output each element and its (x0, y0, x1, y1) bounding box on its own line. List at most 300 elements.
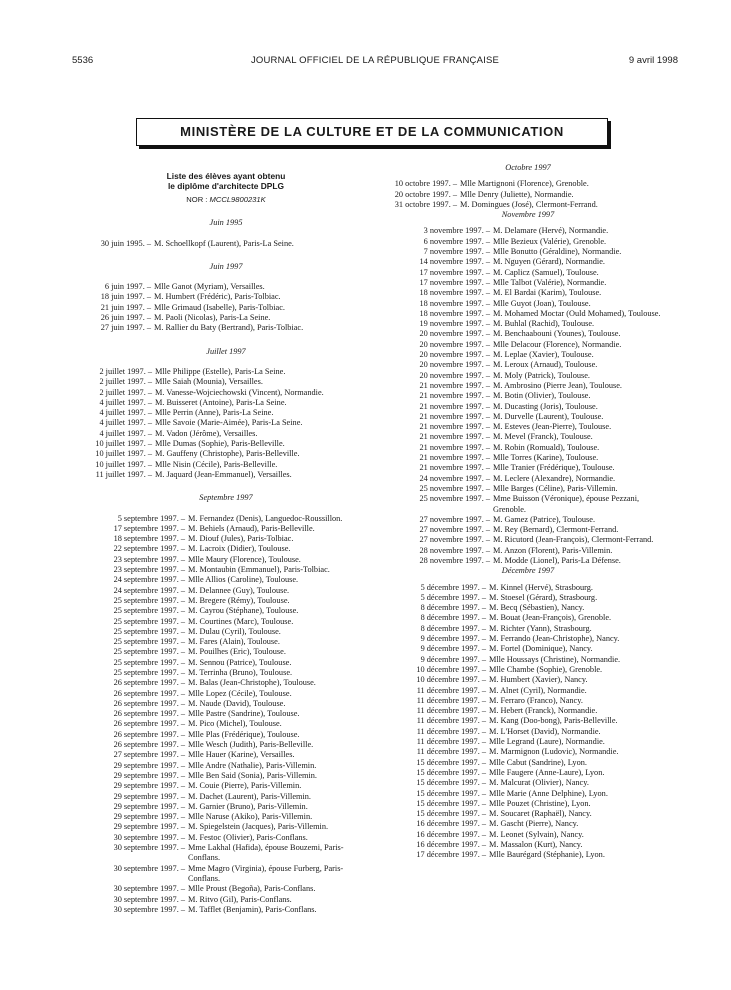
entry-date: 30 septembre 1997. – (113, 832, 185, 842)
list-item (81, 429, 371, 439)
list-item (81, 627, 371, 637)
entry-name: M. Vadon (Jérôme), Versailles. (155, 428, 258, 438)
list-item (81, 367, 371, 377)
entry-name: M. Kang (Doo-bong), Paris-Belleville. (489, 716, 618, 726)
list-item (383, 799, 673, 809)
entry-name: Mlle Baurégard (Stéphanie), Lyon. (489, 850, 605, 860)
list-item (383, 422, 673, 432)
list-item (383, 474, 673, 484)
entry-name: M. Fernandez (Denis), Languedoc-Roussillon. (188, 513, 343, 523)
list-item (81, 418, 371, 428)
entry-name: Mlle Savoie (Marie-Aimée), Paris-La Seine. (155, 418, 303, 428)
entry-name: Mlle Delacour (Florence), Normandie. (493, 339, 622, 349)
list-item (383, 850, 673, 860)
entry-name: Mlle Grimaud (Isabelle), Paris-Tolbiac. (154, 302, 285, 312)
list-item (81, 709, 371, 719)
list-item (383, 696, 673, 706)
entry-date: 15 décembre 1997. – (416, 767, 486, 777)
entry-name: Mlle Perrin (Anne), Paris-La Seine. (155, 408, 274, 418)
entry-name: Mlle Nisin (Cécile), Paris-Belleville. (155, 459, 278, 469)
entry-date: 10 octobre 1997. – (394, 179, 457, 189)
list-item (383, 257, 673, 267)
list-item (81, 439, 371, 449)
entry-name: M. Caplicz (Samuel), Toulouse. (493, 267, 599, 277)
entry-name: Mlle Marie (Anne Delphine), Lyon. (489, 788, 608, 798)
entry-date: 11 décembre 1997. – (416, 716, 486, 726)
entry-date: 26 juin 1997. – (100, 313, 151, 323)
entry-date: 28 novembre 1997. – (419, 545, 490, 555)
entry-name: Mme Buisson (Véronique), épouse Pezzani, Grenoble. (493, 494, 640, 514)
list-item (383, 360, 673, 370)
entry-name: Mlle Plas (Frédérique), Toulouse. (188, 729, 300, 739)
entry-date: 8 décembre 1997. – (420, 623, 486, 633)
entry-date: 7 novembre 1997. – (423, 247, 490, 257)
entry-name: M. Gamez (Patrice), Toulouse. (493, 514, 596, 524)
entry-name: Mlle Faugere (Anne-Laure), Lyon. (489, 767, 605, 777)
list-item (383, 309, 673, 319)
month-section (383, 210, 673, 566)
entry-date: 10 juillet 1997. – (95, 449, 152, 459)
month-section (383, 566, 673, 860)
entry-name: M. Gascht (Pierre), Nancy. (489, 819, 579, 829)
entry-date: 26 septembre 1997. – (113, 709, 185, 719)
entry-date: 6 novembre 1997. – (423, 236, 490, 246)
entry-name: Mme Magro (Virginia), épouse Furberg, Paris-Conflans. (188, 863, 344, 883)
ministry-banner: MINISTÈRE DE LA CULTURE ET DE LA COMMUNICATION (136, 118, 608, 146)
month-section (81, 262, 371, 334)
entry-name: Mlle Maury (Florence), Toulouse. (188, 554, 301, 564)
entry-name: M. Fares (Alain), Toulouse. (188, 637, 280, 647)
entry-date: 4 juillet 1997. – (99, 428, 152, 438)
entry-name: M. Humbert (Xavier), Nancy. (489, 675, 588, 685)
entry-date: 27 novembre 1997. – (419, 514, 490, 524)
list-title-line-1: Liste des élèves ayant obtenu (166, 171, 286, 181)
entry-date: 26 septembre 1997. – (113, 729, 185, 739)
entry-name: M. Behiels (Arnaud), Paris-Belleville. (188, 523, 315, 533)
entry-date: 17 novembre 1997. – (419, 277, 490, 287)
entry-date: 29 septembre 1997. – (113, 760, 185, 770)
entry-date: 21 novembre 1997. – (419, 380, 490, 390)
entry-name: Mlle Ben Said (Sonia), Paris-Villemin. (188, 770, 318, 780)
list-item (81, 544, 371, 554)
entry-name: M. Robin (Romuald), Toulouse. (493, 442, 600, 452)
list-item (81, 555, 371, 565)
entry-date: 29 septembre 1997. – (113, 791, 185, 801)
entry-name: M. Becq (Sébastien), Nancy. (489, 603, 585, 613)
entry-date: 4 juillet 1997. – (99, 418, 152, 428)
list-item (81, 905, 371, 915)
entry-name: M. Rey (Bernard), Clermont-Ferrand. (493, 525, 619, 535)
entry-date: 16 décembre 1997. – (416, 840, 486, 849)
entry-name: Mlle Hauer (Karine), Versailles. (188, 750, 295, 760)
entry-name: M. Terrinha (Bruno), Toulouse. (188, 667, 293, 677)
list-item (383, 329, 673, 339)
list-item (383, 247, 673, 257)
entry-name: Mlle Chambe (Sophie), Grenoble. (489, 664, 603, 674)
entry-date: 21 juin 1997. – (100, 302, 151, 312)
entry-name: M. Ducasting (Joris), Toulouse. (493, 401, 598, 411)
entry-date: 21 novembre 1997. – (419, 411, 490, 421)
entry-date: 23 septembre 1997. – (113, 554, 185, 564)
list-item (383, 840, 673, 850)
entry-date: 15 décembre 1997. – (416, 757, 486, 767)
entry-name: Mlle Allios (Caroline), Toulouse. (188, 575, 299, 585)
entry-name: M. Bouat (Jean-François), Grenoble. (489, 613, 612, 623)
entry-date: 26 septembre 1997. – (113, 740, 185, 750)
entry-name: M. Pouilhes (Eric), Toulouse. (188, 647, 286, 657)
entry-name: M. Naude (David), Toulouse. (188, 698, 286, 708)
list-title-line-2: le diplôme d'architecte DPLG (167, 181, 284, 191)
entry-date: 25 septembre 1997. – (113, 626, 185, 636)
entry-date: 5 septembre 1997. – (117, 513, 185, 523)
entry-name: M. Esteves (Jean-Pierre), Toulouse. (493, 422, 612, 432)
entry-name: M. Ritvo (Gil), Paris-Conflans. (188, 894, 292, 904)
list-item (81, 449, 371, 459)
entry-name: Mlle Barges (Céline), Paris-Villemin. (493, 483, 618, 493)
entry-name: M. Humbert (Frédéric), Paris-Tolbiac. (154, 292, 281, 302)
entry-name: Mlle Talbot (Valérie), Normandie. (493, 277, 607, 287)
entry-name: Mlle Tranier (Frédérique), Toulouse. (493, 463, 615, 473)
entry-date: 8 décembre 1997. – (420, 603, 486, 613)
entry-date: 5 décembre 1997. – (420, 592, 486, 602)
entry-name: M. Soucaret (Raphaël), Nancy. (489, 809, 592, 819)
list-item (383, 737, 673, 747)
section-heading: Juillet 1997 (206, 346, 246, 356)
page-number: 5536 (72, 55, 94, 66)
entry-name: Mlle Bezieux (Valérie), Grenoble. (493, 236, 607, 246)
entry-date: 6 juin 1997. – (104, 282, 151, 292)
list-item (383, 190, 673, 200)
list-title (81, 171, 371, 191)
section-heading: Juin 1997 (209, 261, 243, 271)
entry-name: Mlle Houssays (Christine), Normandie. (489, 654, 621, 664)
entry-name: Mlle Guyot (Joan), Toulouse. (493, 298, 591, 308)
list-item (383, 226, 673, 236)
entry-date: 8 décembre 1997. – (420, 613, 486, 623)
entry-name: M. Buhlal (Rachid), Toulouse. (493, 319, 595, 329)
entry-date: 25 septembre 1997. – (113, 595, 185, 605)
list-item (383, 727, 673, 737)
list-item (81, 524, 371, 534)
entry-name: M. Diouf (Jules), Paris-Tolbiac. (188, 534, 294, 544)
entry-date: 25 septembre 1997. – (113, 657, 185, 667)
list-item (383, 200, 673, 210)
entry-date: 21 novembre 1997. – (419, 391, 490, 401)
entry-date: 26 septembre 1997. – (113, 688, 185, 698)
entry-name: M. Domingues (José), Clermont-Ferrand. (460, 199, 598, 209)
entry-date: 25 septembre 1997. – (113, 606, 185, 616)
entry-name: M. Couie (Pierre), Paris-Villemin. (188, 781, 302, 791)
list-item (383, 634, 673, 644)
entry-name: M. Fortel (Dominique), Nancy. (489, 644, 593, 654)
list-item (383, 665, 673, 675)
entry-date: 10 décembre 1997. – (416, 664, 486, 674)
entry-name: Mlle Philippe (Estelle), Paris-La Seine. (155, 366, 286, 376)
list-item (81, 740, 371, 750)
entry-name: M. Alnet (Cyril), Normandie. (489, 685, 587, 695)
list-item (383, 515, 673, 525)
entry-date: 2 juillet 1997. – (99, 366, 152, 376)
list-item (81, 303, 371, 313)
list-item (81, 895, 371, 905)
entry-date: 27 novembre 1997. – (419, 525, 490, 535)
list-item (81, 239, 371, 249)
entry-date: 16 décembre 1997. – (416, 819, 486, 829)
entry-date: 27 septembre 1997. – (113, 750, 185, 760)
entry-name: M. Anzon (Florent), Paris-Villemin. (493, 545, 613, 555)
entry-name: M. Gauffeny (Christophe), Paris-Belleville. (155, 449, 300, 459)
list-item (383, 546, 673, 556)
entry-date: 20 novembre 1997. – (419, 329, 490, 339)
month-section (81, 493, 371, 915)
entry-date: 30 juin 1995. – (100, 238, 151, 248)
list-item (81, 750, 371, 760)
list-item (383, 391, 673, 401)
list-item (383, 819, 673, 829)
entry-name: M. Modde (Lionel), Paris-La Défense. (493, 555, 621, 565)
entry-name: M. Montaubin (Emmanuel), Paris-Tolbiac. (188, 565, 330, 575)
list-item (383, 556, 673, 566)
list-item (383, 675, 673, 685)
entry-name: Mme Lakhal (Hafida), épouse Bouzemi, Paris-Conflans. (188, 843, 344, 863)
entry-date: 26 septembre 1997. – (113, 698, 185, 708)
list-item (81, 792, 371, 802)
list-item (383, 778, 673, 788)
entry-date: 30 septembre 1997. – (113, 884, 185, 894)
entry-date: 29 septembre 1997. – (113, 822, 185, 832)
list-item (81, 678, 371, 688)
entry-date: 24 septembre 1997. – (113, 575, 185, 585)
entry-date: 29 septembre 1997. – (113, 812, 185, 822)
list-item (383, 613, 673, 623)
entry-date: 5 décembre 1997. – (420, 582, 486, 592)
list-item (383, 453, 673, 463)
entry-name: M. Courtines (Marc), Toulouse. (188, 616, 294, 626)
entry-name: Mlle Lopez (Cécile), Toulouse. (188, 688, 292, 698)
list-item (81, 781, 371, 791)
list-item (383, 340, 673, 350)
entry-name: M. Nguyen (Gérard), Normandie. (493, 257, 605, 267)
entry-date: 20 octobre 1997. – (394, 189, 457, 199)
entry-date: 11 décembre 1997. – (416, 695, 486, 705)
list-item (81, 864, 371, 885)
list-item (383, 432, 673, 442)
entry-date: 4 juillet 1997. – (99, 397, 152, 407)
entry-name: Mlle Andre (Nathalie), Paris-Villemin. (188, 760, 317, 770)
entry-name: M. Jaquard (Jean-Emmanuel), Versailles. (155, 469, 292, 479)
list-item (383, 624, 673, 634)
entry-date: 3 novembre 1997. – (423, 226, 490, 236)
entry-name: M. Cayrou (Stéphane), Toulouse. (188, 606, 299, 616)
entry-name: M. El Bardai (Karim), Toulouse. (493, 288, 602, 298)
entry-date: 24 septembre 1997. – (113, 585, 185, 595)
entry-date: 18 novembre 1997. – (419, 288, 490, 298)
list-item (81, 377, 371, 387)
list-item (383, 288, 673, 298)
entry-name: Mlle Martignoni (Florence), Grenoble. (460, 179, 589, 189)
journal-title: JOURNAL OFFICIEL DE LA RÉPUBLIQUE FRANÇAISE (250, 55, 500, 66)
entry-date: 9 décembre 1997. – (420, 654, 486, 664)
entry-date: 25 septembre 1997. – (113, 647, 185, 657)
entry-name: M. Richter (Yann), Strasbourg. (489, 623, 592, 633)
list-item (383, 484, 673, 494)
entry-date: 24 novembre 1997. – (419, 473, 490, 483)
list-item (81, 699, 371, 709)
list-item (383, 494, 673, 515)
list-item (383, 371, 673, 381)
entry-name: Mlle Saiah (Mounia), Versailles. (155, 377, 263, 387)
entry-date: 17 septembre 1997. – (113, 523, 185, 533)
entry-date: 10 juillet 1997. – (95, 459, 152, 469)
entry-name: Mlle Dumas (Sophie), Paris-Belleville. (155, 439, 285, 449)
list-item (81, 658, 371, 668)
entry-name: M. Mevel (Franck), Toulouse. (493, 432, 593, 442)
list-item (383, 716, 673, 726)
list-item (383, 706, 673, 716)
list-item (383, 583, 673, 593)
entry-date: 21 novembre 1997. – (419, 453, 490, 463)
list-item (383, 768, 673, 778)
entry-name: M. Delannee (Guy), Toulouse. (188, 585, 290, 595)
list-item (81, 668, 371, 678)
list-item (383, 747, 673, 757)
list-item (383, 758, 673, 768)
list-item (383, 350, 673, 360)
entry-name: M. Balas (Jean-Christophe), Toulouse. (188, 678, 316, 688)
entry-date: 23 septembre 1997. – (113, 565, 185, 575)
entry-date: 18 septembre 1997. – (113, 534, 185, 544)
entry-name: M. Moly (Patrick), Toulouse. (493, 370, 590, 380)
entry-name: M. Leonet (Sylvain), Nancy. (489, 829, 584, 839)
entry-name: M. Lacroix (Didier), Toulouse. (188, 544, 291, 554)
list-item (81, 843, 371, 864)
entry-name: M. Schoellkopf (Laurent), Paris-La Seine. (154, 238, 294, 248)
right-column (383, 163, 673, 861)
entry-date: 29 septembre 1997. – (113, 781, 185, 791)
entry-name: Mlle Wesch (Judith), Paris-Belleville. (188, 740, 314, 750)
entry-name: M. Dachet (Laurent), Paris-Villemin. (188, 791, 311, 801)
entry-date: 15 décembre 1997. – (416, 788, 486, 798)
entry-name: M. Massalon (Kurt), Nancy. (489, 840, 583, 849)
entry-date: 11 décembre 1997. – (416, 706, 486, 716)
entry-name: Mlle Pouzet (Christine), Lyon. (489, 798, 591, 808)
list-item (383, 237, 673, 247)
entry-name: M. Pico (Michel), Toulouse. (188, 719, 282, 729)
entry-date: 10 décembre 1997. – (416, 675, 486, 685)
section-heading: Décembre 1997 (501, 566, 555, 576)
entry-date: 21 novembre 1997. – (419, 401, 490, 411)
entry-date: 26 septembre 1997. – (113, 719, 185, 729)
entry-name: M. Kinnel (Hervé), Strasbourg. (489, 582, 593, 592)
entry-name: M. Tafflet (Benjamin), Paris-Conflans. (188, 904, 317, 914)
entry-name: M. Benchaabouni (Younes), Toulouse. (493, 329, 621, 339)
section-heading: Juin 1995 (209, 218, 243, 228)
entry-date: 25 novembre 1997. – (419, 494, 490, 504)
entry-name: M. Rallier du Baty (Bertrand), Paris-Tolbiac. (154, 323, 304, 333)
list-item (81, 761, 371, 771)
entry-name: M. Ambrosino (Pierre Jean), Toulouse. (493, 380, 623, 390)
entry-name: M. Festoc (Olivier), Paris-Conflans. (188, 832, 308, 842)
entry-date: 18 juin 1997. – (100, 292, 151, 302)
entry-date: 9 décembre 1997. – (420, 644, 486, 654)
entry-date: 11 décembre 1997. – (416, 737, 486, 747)
entry-name: Mlle Denry (Juliette), Normandie. (460, 189, 574, 199)
list-item (383, 268, 673, 278)
entry-name: M. Vanesse-Wojciechowski (Vincent), Normandie. (155, 387, 324, 397)
entry-date: 9 décembre 1997. – (420, 634, 486, 644)
list-item (81, 637, 371, 647)
entry-date: 21 novembre 1997. – (419, 432, 490, 442)
list-item (81, 606, 371, 616)
entry-name: Mlle Torres (Karine), Toulouse. (493, 453, 599, 463)
entry-date: 16 décembre 1997. – (416, 829, 486, 839)
entry-date: 21 novembre 1997. – (419, 442, 490, 452)
entry-date: 27 novembre 1997. – (419, 535, 490, 545)
list-item (383, 603, 673, 613)
entry-date: 11 décembre 1997. – (416, 685, 486, 695)
entry-name: M. Delamare (Hervé), Normandie. (493, 226, 609, 236)
entry-name: Mlle Legrand (Laure), Normandie. (489, 737, 605, 747)
list-item (383, 809, 673, 819)
entry-name: M. Marmignon (Ludovic), Normandie. (489, 747, 619, 757)
list-item (383, 278, 673, 288)
entry-date: 25 septembre 1997. – (113, 667, 185, 677)
entry-name: M. Durvelle (Laurent), Toulouse. (493, 411, 604, 421)
list-item (81, 802, 371, 812)
list-item (383, 402, 673, 412)
list-item (81, 398, 371, 408)
entry-name: M. Leplae (Xavier), Toulouse. (493, 350, 594, 360)
month-section (383, 163, 673, 210)
entry-date: 30 septembre 1997. – (113, 843, 185, 853)
entry-date: 18 novembre 1997. – (419, 298, 490, 308)
list-item (383, 593, 673, 603)
entry-name: M. Paoli (Nicolas), Paris-La Seine. (154, 313, 271, 323)
entry-date: 4 juillet 1997. – (99, 408, 152, 418)
entry-name: Mlle Bonutto (Géraldine), Normandie. (493, 247, 622, 257)
list-item (81, 282, 371, 292)
entry-name: M. Leclere (Alexandre), Normandie. (493, 473, 616, 483)
list-item (383, 535, 673, 545)
list-item (81, 388, 371, 398)
list-item (81, 575, 371, 585)
list-item (81, 460, 371, 470)
list-item (383, 644, 673, 654)
entry-name: M. Buisseret (Antoine), Paris-La Seine. (155, 397, 287, 407)
page-header (72, 55, 678, 69)
entry-date: 25 septembre 1997. – (113, 616, 185, 626)
list-item (81, 323, 371, 333)
nor-code: MCCL9800231K (209, 195, 266, 204)
entry-date: 15 décembre 1997. – (416, 798, 486, 808)
month-section (81, 347, 371, 481)
list-item (81, 822, 371, 832)
entry-name: Mlle Proust (Begoña), Paris-Conflans. (188, 884, 316, 894)
publication-date: 9 avril 1998 (628, 55, 678, 66)
entry-date: 20 novembre 1997. – (419, 360, 490, 370)
entry-name: M. Garnier (Bruno), Paris-Villemin. (188, 801, 308, 811)
section-heading: Novembre 1997 (501, 210, 555, 220)
nor-reference (81, 195, 371, 205)
entry-date: 21 novembre 1997. – (419, 422, 490, 432)
entry-date: 29 septembre 1997. – (113, 770, 185, 780)
entry-date: 15 décembre 1997. – (416, 809, 486, 819)
left-column (81, 163, 371, 915)
list-item (383, 525, 673, 535)
list-item (383, 179, 673, 189)
entry-name: M. Ferrando (Jean-Christophe), Nancy. (489, 634, 620, 644)
list-item (81, 647, 371, 657)
